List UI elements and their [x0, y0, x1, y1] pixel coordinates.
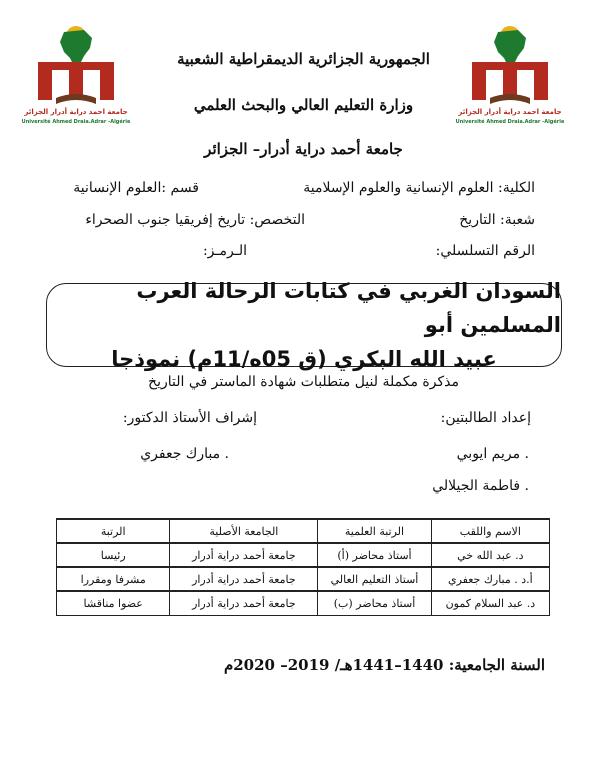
department-label: قسم :العلوم الإنسانية [73, 180, 199, 196]
thesis-title-line-1: السودان الغربي في كتابات الرحالة العرب المسلمين أبو [136, 279, 561, 337]
jury-header-row [57, 519, 550, 543]
table-row [57, 591, 550, 615]
ministry-heading: وزارة التعليم العالي والبحث العلمي [193, 96, 414, 114]
jury-rank: أستاذ محاضر (ب) [318, 591, 431, 615]
specialty-label: التخصص: تاريخ إفريقيا جنوب الصحراء [85, 212, 305, 228]
logo-text-ar: جامعة احمد دراية أدرار الجزائر [458, 108, 562, 116]
thesis-subtitle: مذكرة مكملة لنيل متطلبات شهادة الماستر في التاريخ [148, 374, 459, 390]
faculty-label: الكلية: العلوم الإنسانية والعلوم الإسلامية [303, 180, 535, 196]
jury-rank: أستاذ محاضر (أ) [318, 543, 431, 567]
jury-header-university: الجامعة الأصلية [170, 519, 318, 543]
academic-year-label: السنة الجامعية: [448, 656, 545, 674]
jury-header-role: الرتبة [57, 519, 170, 543]
supervisor-name: . مبارك جعفري [140, 446, 229, 462]
serial-number-label: الرقم التسلسلي: [435, 243, 535, 259]
branch-label: شعبة: التاريخ [459, 212, 535, 228]
logo-text-ar: جامعة احمد دراية أدرار الجزائر [24, 108, 128, 116]
jury-header-name: الاسم واللقب [431, 519, 549, 543]
republic-heading: الجمهورية الجزائرية الديمقراطية الشعبية [177, 50, 430, 68]
thesis-title-box [46, 279, 562, 371]
student-name-2: . فاطمة الجيلالي [432, 478, 529, 494]
table-row [57, 567, 550, 591]
students-label: إعداد الطالبتين: [440, 410, 531, 426]
jury-university: جامعة أحمد دراية أدرار [170, 543, 318, 567]
thesis-title-line-2: عبيد الله البكري (ق 05ه/11م) نموذجا [111, 347, 497, 371]
supervisor-label: إشراف الأستاذ الدكتور: [122, 410, 257, 426]
jury-role: رئيسا [57, 543, 170, 567]
jury-university: جامعة أحمد دراية أدرار [170, 591, 318, 615]
jury-role: عضوا مناقشا [57, 591, 170, 615]
jury-role: مشرفا ومقررا [57, 567, 170, 591]
jury-name: د. عبد الله خي [431, 543, 549, 567]
logo-text-fr: Université Ahmed Draia.Adrar -Algérie [455, 119, 565, 125]
university-heading: جامعة أحمد دراية أدرار– الجزائر [204, 140, 403, 158]
jury-name: د. عبد السلام كمون [431, 591, 549, 615]
jury-table [56, 518, 550, 616]
academic-year-value: 1440–1441هـ/ 2019– 2020م [223, 656, 444, 674]
jury-name: أ.د . مبارك جعفري [431, 567, 549, 591]
jury-rank: أستاذ التعليم العالي [318, 567, 431, 591]
jury-university: جامعة أحمد دراية أدرار [170, 567, 318, 591]
table-row [57, 543, 550, 567]
student-name-1: . مريم ايوبي [456, 446, 529, 462]
jury-header-rank: الرتبة العلمية [318, 519, 431, 543]
academic-year [224, 656, 545, 674]
logo-text-fr: Université Ahmed Draia.Adrar -Algérie [21, 119, 131, 125]
code-label: الـرمـز: [202, 243, 247, 259]
